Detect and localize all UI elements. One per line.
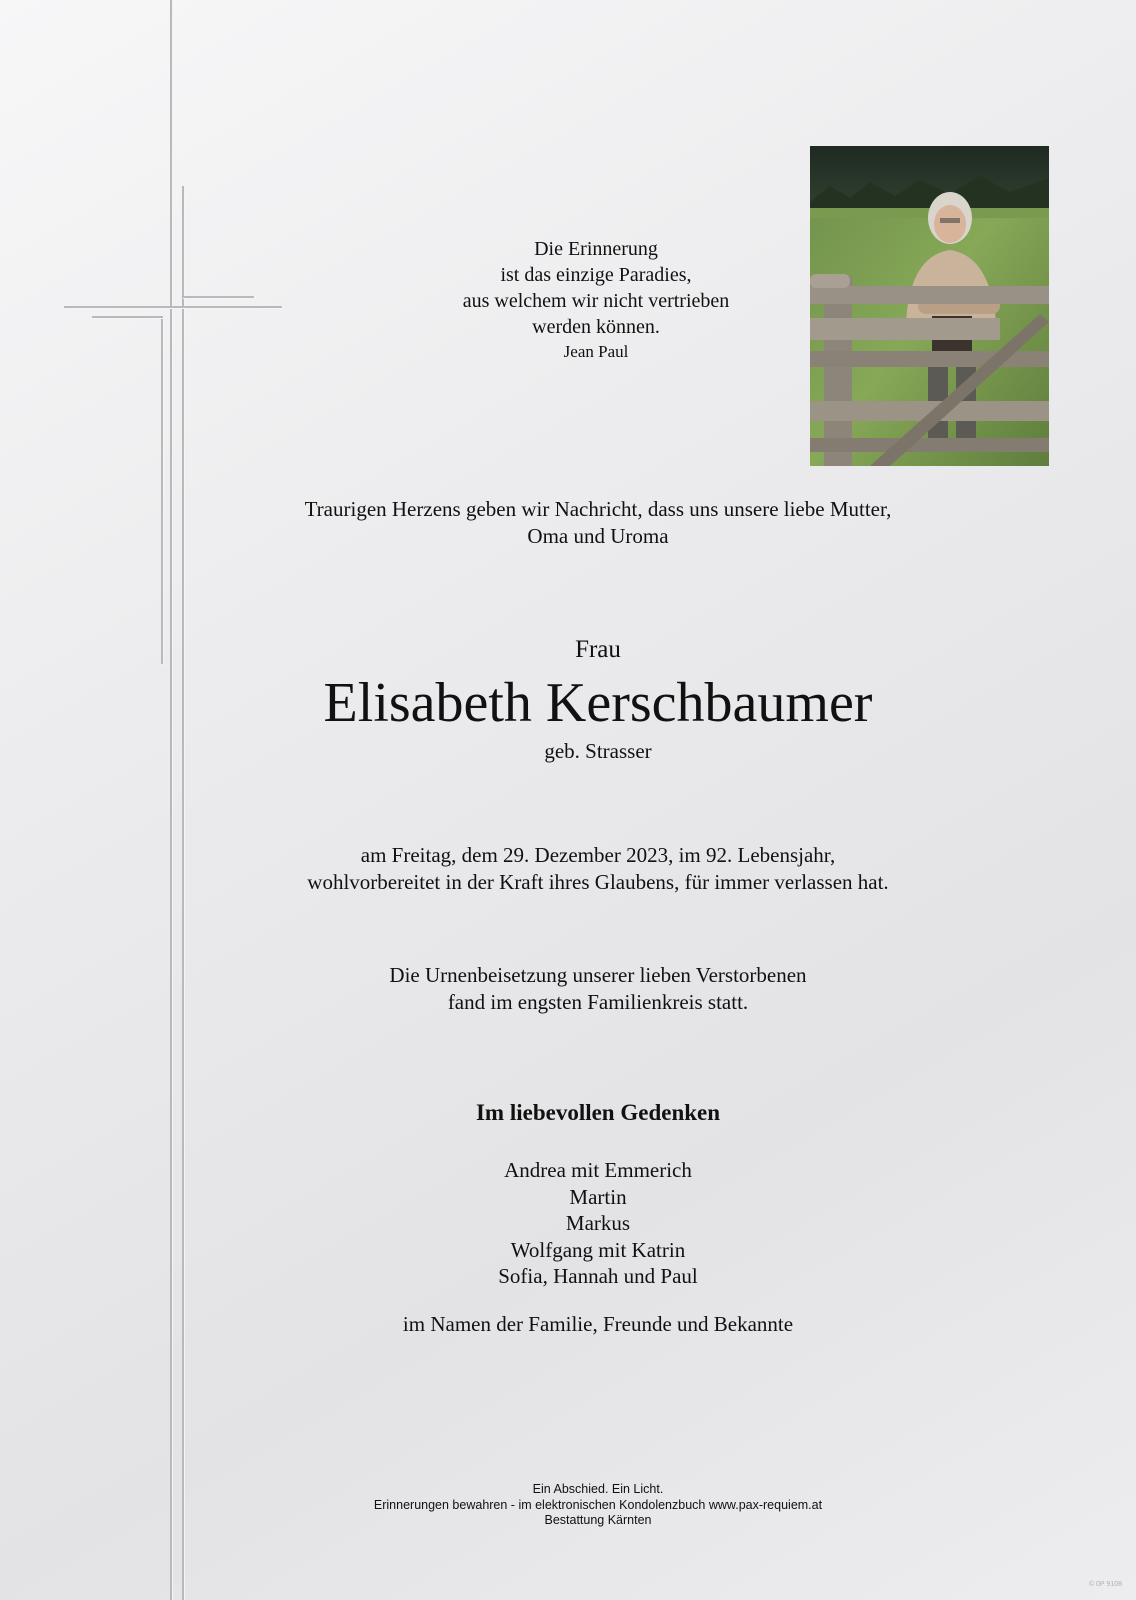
deceased-name: Elisabeth Kerschbaumer [323, 672, 873, 734]
footer-line: Erinnerungen bewahren - im elektronischen Kondolenzbuch www.pax-requiem.at [373, 1497, 823, 1512]
print-code: © 0P 9108 [1088, 1581, 1122, 1588]
quote-line: werden können. [532, 316, 660, 338]
death-notice [198, 842, 998, 896]
footer-line: Ein Abschied. Ein Licht. [532, 1482, 664, 1496]
burial-line: fand im engsten Familienkreis statt. [447, 990, 749, 1014]
portrait-photo [810, 146, 1049, 466]
mourner-name: Markus [565, 1211, 631, 1235]
family-line: im Namen der Familie, Freunde und Bekannte [402, 1312, 794, 1336]
burial-notice [198, 962, 998, 1016]
death-notice-line: wohlvorbereitet in der Kraft ihres Glaubens, für immer verlassen hat. [307, 870, 889, 894]
announcement-text [198, 496, 998, 550]
quote-line: ist das einzige Paradies, [500, 264, 692, 286]
mourner-name: Andrea mit Emmerich [504, 1158, 692, 1182]
quote-line: aus welchem wir nicht vertrieben [462, 290, 730, 312]
footer [198, 1482, 998, 1529]
quote-author: Jean Paul [563, 342, 629, 361]
footer-line: Bestattung Kärnten [544, 1513, 652, 1527]
salutation: Frau [575, 636, 621, 663]
mourners-list [198, 1157, 998, 1290]
mourner-name: Wolfgang mit Katrin [510, 1237, 686, 1262]
announcement-line: Oma und Uroma [527, 524, 669, 548]
mourner-name: Martin [569, 1184, 627, 1209]
memorial-quote [396, 236, 796, 364]
announcement-line: Traurigen Herzens geben wir Nachricht, dass uns unsere liebe Mutter, [304, 497, 892, 521]
mourner-name: Sofia, Hannah und Paul [498, 1264, 698, 1288]
burial-line: Die Urnenbeisetzung unserer lieben Verstorbenen [389, 963, 807, 987]
quote-line: Die Erinnerung [534, 238, 658, 260]
death-notice-line: am Freitag, dem 29. Dezember 2023, im 92. Lebensjahr, [360, 843, 836, 867]
gedenken-heading: Im liebevollen Gedenken [475, 1100, 721, 1125]
maiden-name: geb. Strasser [544, 739, 652, 763]
